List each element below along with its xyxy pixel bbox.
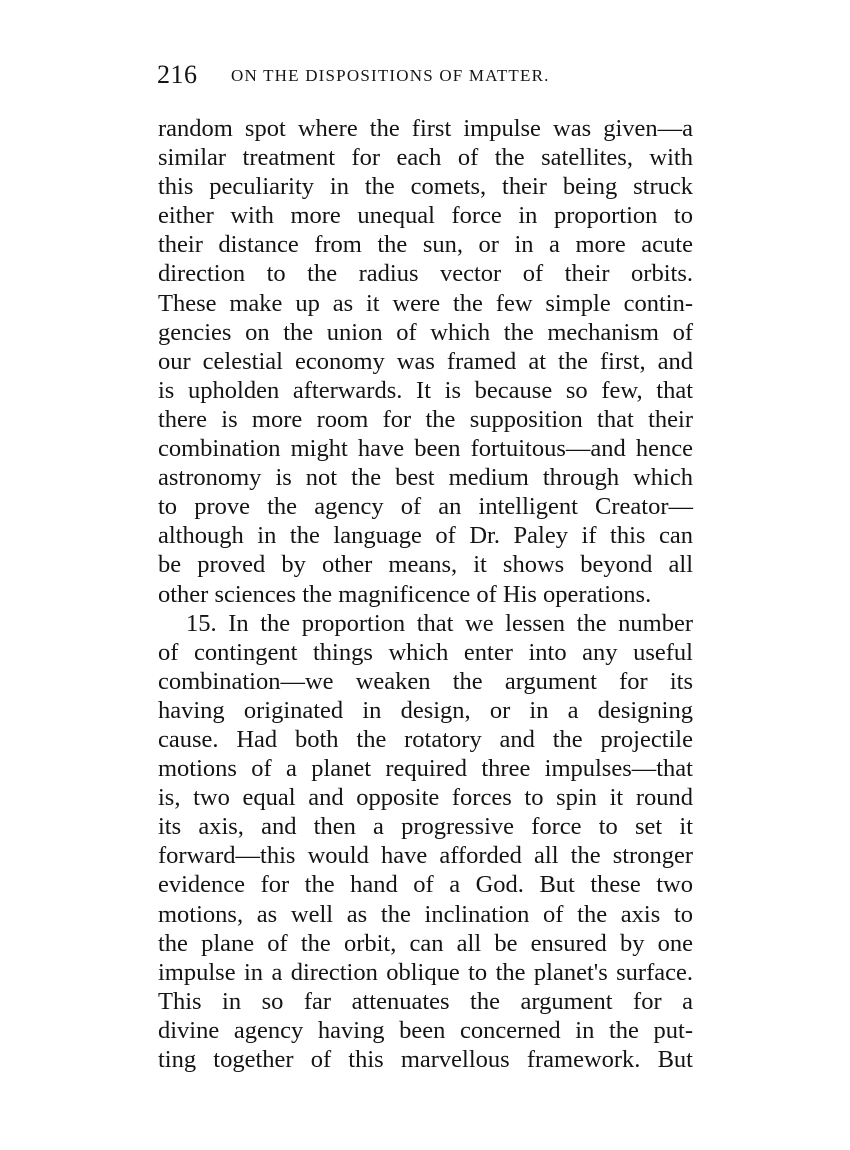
body-text: [158, 114, 693, 1074]
text-line: their distance from the sun, or in a more acute: [158, 231, 693, 259]
running-title: ON THE DISPOSITIONS OF MATTER.: [231, 66, 550, 85]
text-line: similar treatment for each of the satellites, with: [158, 144, 693, 172]
text-line: combination—we weaken the argument for its: [158, 667, 693, 695]
text-line: direction to the radius vector of their orbits.: [158, 260, 693, 288]
text-line: either with more unequal force in proportion to: [158, 202, 693, 230]
paragraph-end-line: other sciences the magnificence of His operations.: [158, 580, 652, 608]
text-line: is upholden afterwards. It is because so few, that: [158, 376, 693, 404]
text-line: combination might have been fortuitous—and hence: [158, 435, 693, 463]
text-line: forward—this would have afforded all the stronger: [158, 842, 693, 870]
text-line: be proved by other means, it shows beyond all: [158, 551, 693, 579]
text-line: there is more room for the supposition that their: [158, 405, 693, 433]
text-line: although in the language of Dr. Paley if this can: [158, 522, 693, 550]
text-line: of contingent things which enter into any useful: [158, 638, 693, 666]
text-line: random spot where the first impulse was given—a: [158, 115, 693, 142]
text-line: the plane of the orbit, can all be ensured by one: [158, 929, 693, 957]
text-line: astronomy is not the best medium through which: [158, 464, 693, 492]
text-line: This in so far attenuates the argument for a: [158, 987, 693, 1015]
text-line: is, two equal and opposite forces to spin it round: [158, 784, 693, 812]
text-line: These make up as it were the few simple contin-: [158, 289, 693, 317]
paragraph-start-line: 15. In the proportion that we lessen the number: [186, 609, 693, 637]
text-line: cause. Had both the rotatory and the projectile: [158, 725, 693, 753]
text-line: its axis, and then a progressive force to set it: [158, 813, 693, 841]
text-line: ting together of this marvellous framework. But: [158, 1046, 693, 1073]
text-line: this peculiarity in the comets, their being struck: [158, 173, 693, 201]
text-line: our celestial economy was framed at the first, and: [158, 347, 693, 375]
text-line: motions, as well as the inclination of the axis to: [158, 900, 693, 928]
text-line: having originated in design, or in a designing: [158, 696, 693, 724]
text-line: divine agency having been concerned in the put-: [158, 1016, 693, 1044]
running-head: [157, 60, 697, 90]
page-number: 216: [157, 60, 198, 89]
text-line: impulse in a direction oblique to the planet's surface.: [158, 958, 693, 986]
text-line: to prove the agency of an intelligent Creator—: [158, 493, 693, 521]
text-line: gencies on the union of which the mechanism of: [158, 318, 693, 346]
text-line: motions of a planet required three impulses—that: [158, 755, 693, 783]
text-line: evidence for the hand of a God. But these two: [158, 871, 693, 899]
